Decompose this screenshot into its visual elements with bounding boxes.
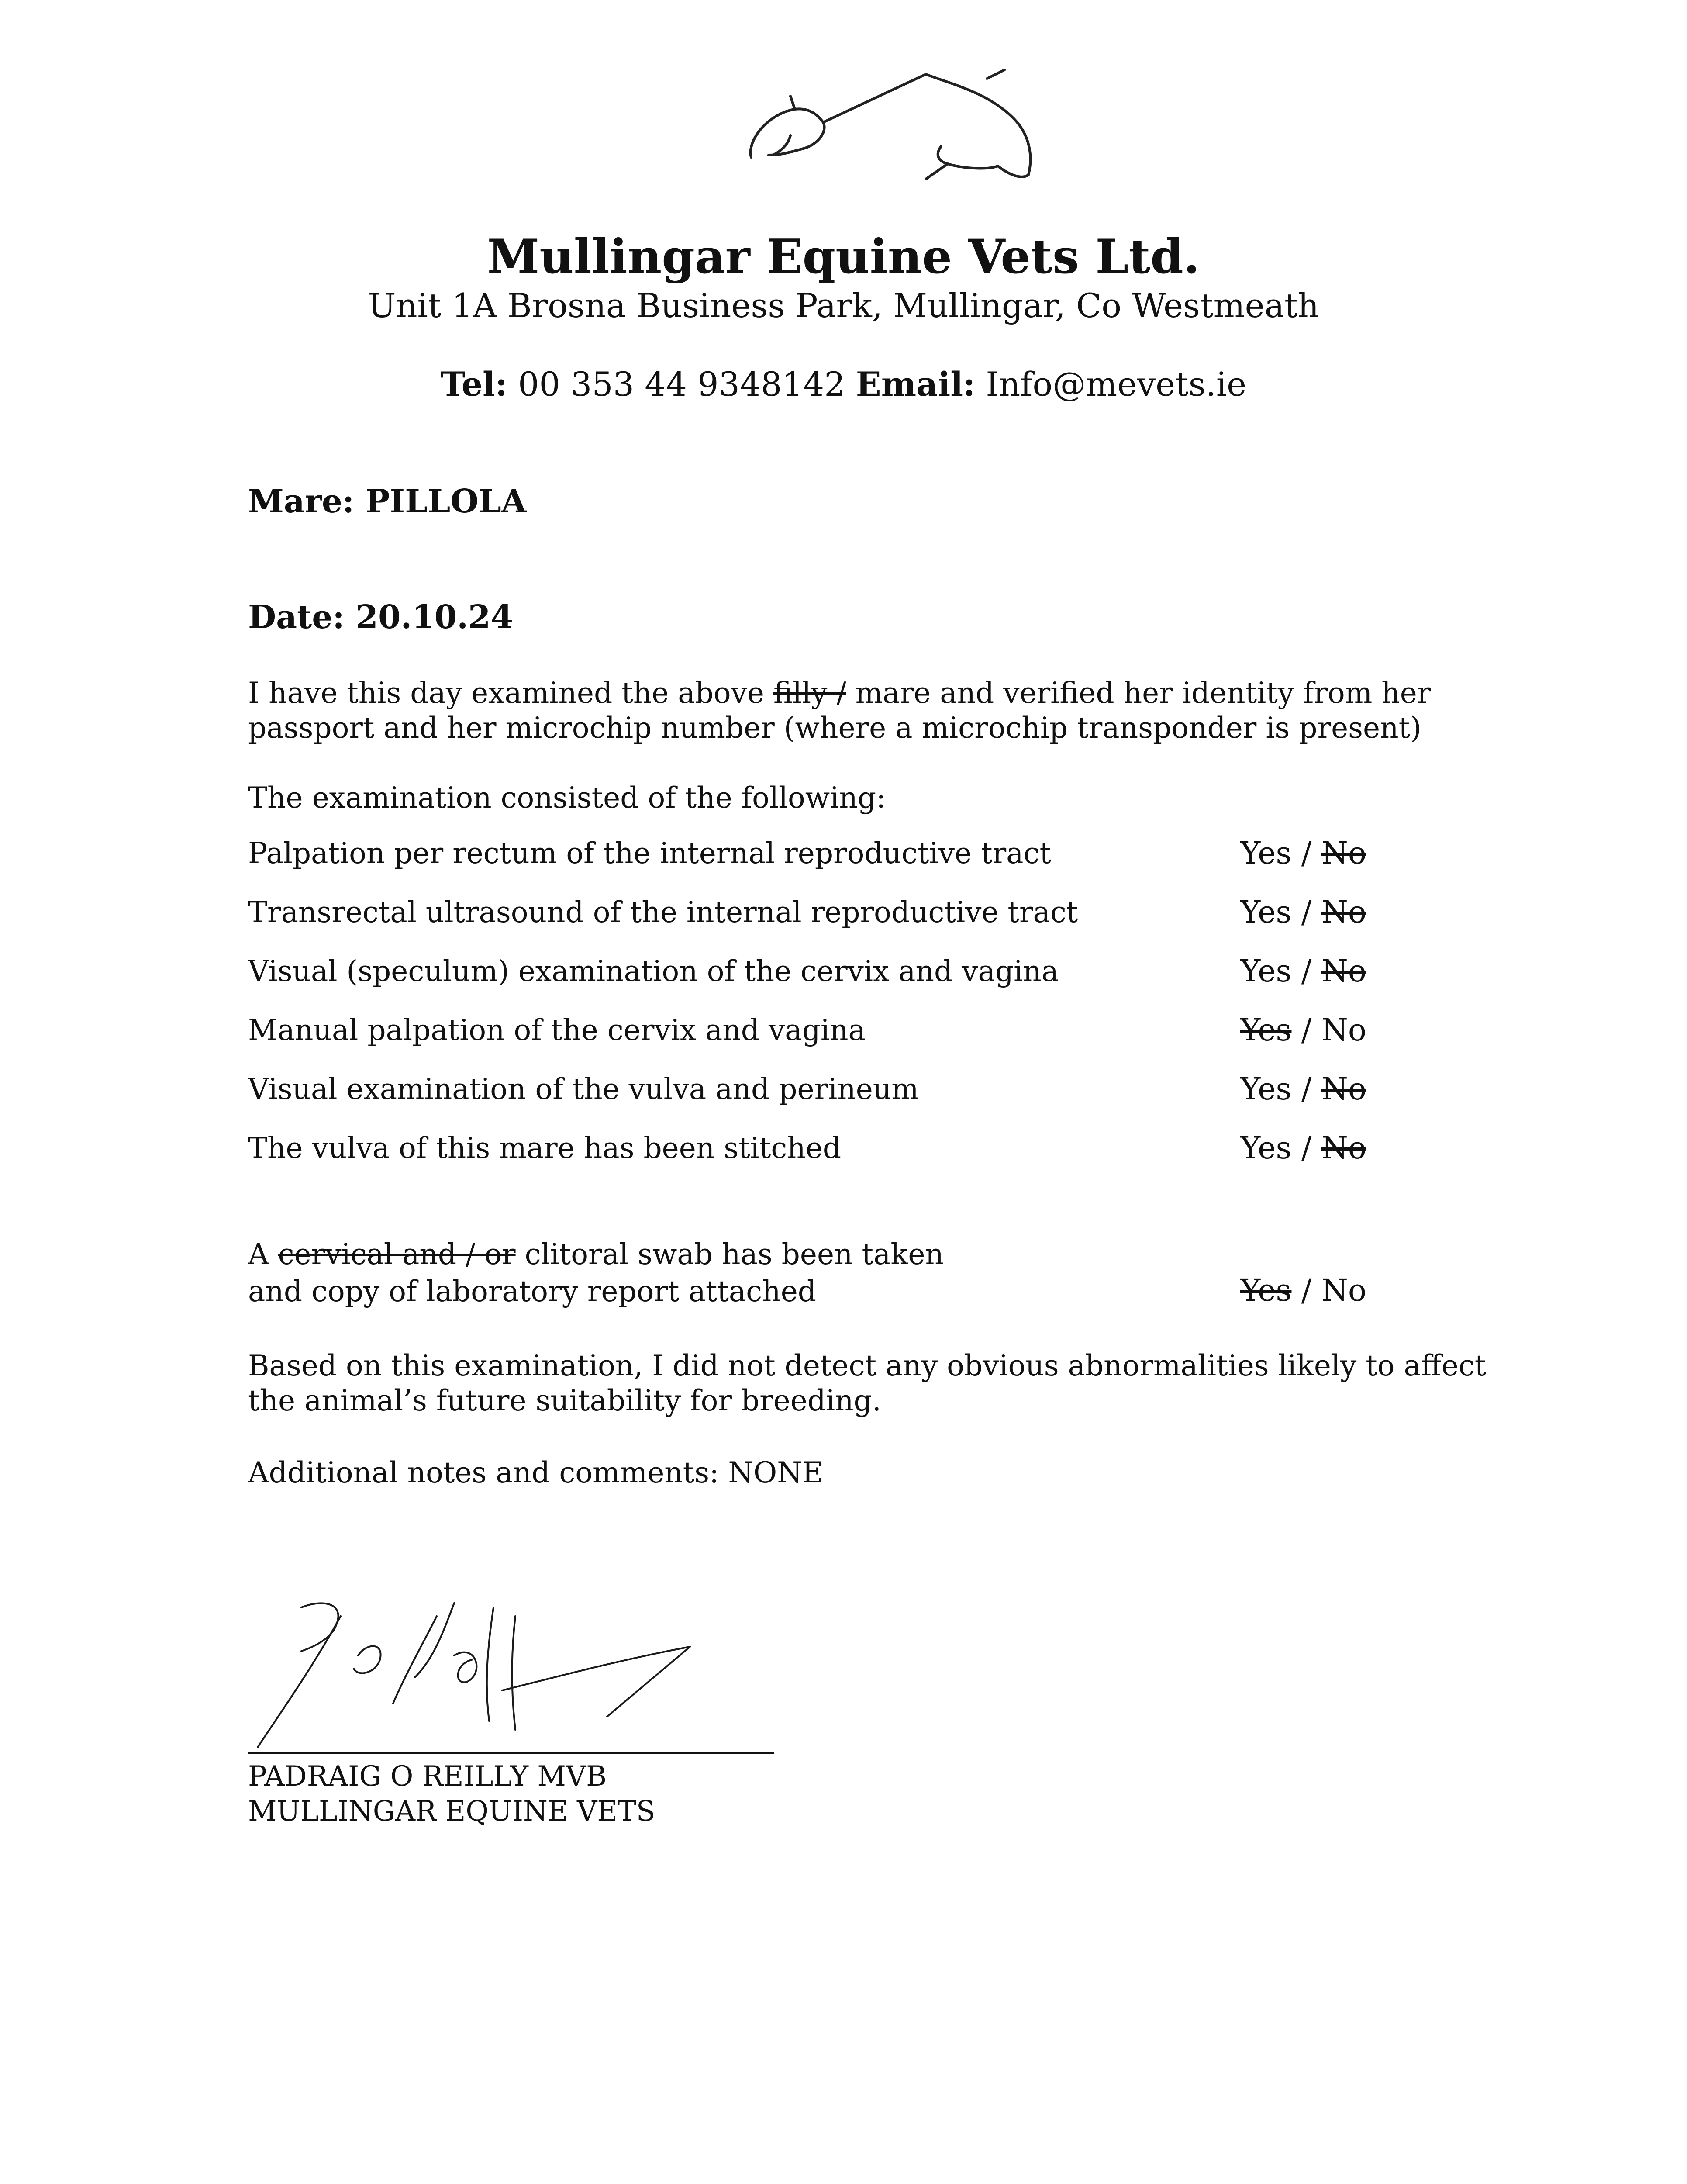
email-label: Email: xyxy=(856,365,976,404)
answer-separator: / xyxy=(1301,1071,1312,1107)
exam-row-answer xyxy=(1240,1130,1366,1166)
answer-separator: / xyxy=(1301,1012,1312,1048)
exam-row-label: Visual (speculum) examination of the cervix and vagina xyxy=(248,954,1059,988)
swab-line-1 xyxy=(248,1236,944,1273)
email-value: Info@mevets.ie xyxy=(986,365,1247,404)
exam-row-label: The vulva of this mare has been stitched xyxy=(248,1131,842,1165)
answer-separator: / xyxy=(1301,953,1312,989)
date-field xyxy=(248,598,513,636)
mare-field xyxy=(248,483,526,520)
tel-label: Tel: xyxy=(440,365,507,404)
company-address: Unit 1A Brosna Business Park, Mullingar, Co Westmeath xyxy=(368,286,1319,325)
exam-row-answer xyxy=(1240,1012,1366,1048)
answer-no: No xyxy=(1321,894,1367,930)
swab-sep: / xyxy=(1301,1272,1312,1308)
exam-row-label: Transrectal ultrasound of the internal reproductive tract xyxy=(248,895,1078,929)
swab-prefix: A xyxy=(248,1237,269,1271)
notes-label: Additional notes and comments: xyxy=(248,1456,719,1489)
exam-row-label: Palpation per rectum of the internal reproductive tract xyxy=(248,836,1051,870)
swab-no: No xyxy=(1321,1272,1367,1308)
examination-intro: The examination consisted of the following: xyxy=(248,781,886,815)
answer-separator: / xyxy=(1301,835,1312,871)
answer-no: No xyxy=(1321,835,1367,871)
statement-line-1 xyxy=(248,675,1431,712)
notes-line xyxy=(248,1455,823,1491)
swab-rest: clitoral swab has been taken xyxy=(524,1237,944,1271)
date-value: 20.10.24 xyxy=(355,598,513,636)
exam-row-answer xyxy=(1240,1071,1366,1107)
statement-after: mare and verified her identity from her xyxy=(855,676,1431,710)
exam-row-label: Manual palpation of the cervix and vagina xyxy=(248,1013,866,1047)
notes-value: NONE xyxy=(728,1456,824,1489)
conclusion-line-1: Based on this examination, I did not detect any obvious abnormalities likely to affect xyxy=(248,1349,1487,1382)
statement-before: I have this day examined the above xyxy=(248,676,764,710)
company-name: Mullingar Equine Vets Ltd. xyxy=(487,229,1200,284)
statement-struck: filly / xyxy=(773,676,846,710)
signatory-practice: MULLINGAR EQUINE VETS xyxy=(248,1795,655,1828)
tel-value: 00 353 44 9348142 xyxy=(518,365,845,404)
mare-label: Mare: xyxy=(248,483,355,520)
exam-row-label: Visual examination of the vulva and perineum xyxy=(248,1072,919,1106)
swab-yes: Yes xyxy=(1240,1272,1292,1308)
exam-row-answer xyxy=(1240,894,1366,930)
answer-separator: / xyxy=(1301,894,1312,930)
signatory-name: PADRAIG O REILLY MVB xyxy=(248,1760,607,1793)
answer-no: No xyxy=(1321,1012,1367,1048)
contact-line xyxy=(0,365,1687,404)
exam-row-answer xyxy=(1240,953,1366,989)
handwritten-signature xyxy=(249,1590,773,1756)
swab-answer xyxy=(1240,1272,1366,1308)
conclusion-line-2: the animal’s future suitability for breeding. xyxy=(248,1384,881,1417)
signature-line xyxy=(248,1752,774,1754)
statement-line-2: passport and her microchip number (where a microchip transponder is present) xyxy=(248,711,1421,745)
answer-yes: Yes xyxy=(1240,835,1292,871)
answer-yes: Yes xyxy=(1240,1130,1292,1166)
date-label: Date: xyxy=(248,598,345,636)
exam-row-answer xyxy=(1240,835,1366,871)
answer-separator: / xyxy=(1301,1130,1312,1166)
answer-no: No xyxy=(1321,1130,1367,1166)
answer-yes: Yes xyxy=(1240,1071,1292,1107)
swab-struck: cervical and / or xyxy=(278,1237,516,1271)
answer-yes: Yes xyxy=(1240,953,1292,989)
answer-yes: Yes xyxy=(1240,894,1292,930)
answer-no: No xyxy=(1321,953,1367,989)
answer-no: No xyxy=(1321,1071,1367,1107)
answer-yes: Yes xyxy=(1240,1012,1292,1048)
mare-value: PILLOLA xyxy=(366,483,527,520)
horse-logo xyxy=(742,66,1039,188)
swab-line-2: and copy of laboratory report attached xyxy=(248,1275,817,1308)
